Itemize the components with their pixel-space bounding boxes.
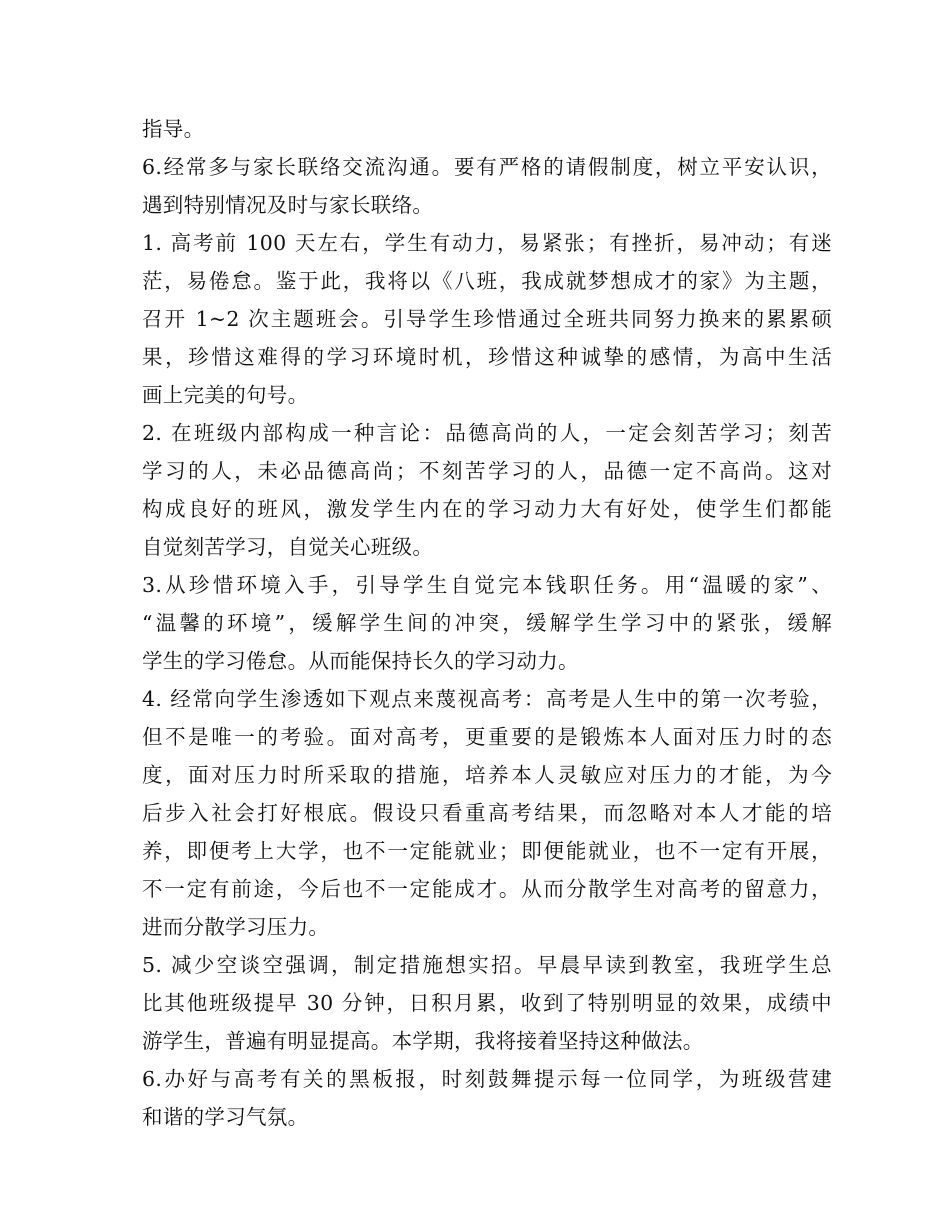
- text-line: 茫，易倦怠。鉴于此，我将以《八班，我成就梦想成才的家》为主题，: [142, 269, 832, 293]
- text-line: 6.办好与高考有关的黑板报，时刻鼓舞提示每一位同学，为班级营建: [142, 1067, 832, 1091]
- text-line: 遇到特别情况及时与家长联络。: [142, 193, 434, 217]
- text-line: 养，即便考上大学，也不一定能就业；即便能就业，也不一定有开展，: [142, 839, 832, 863]
- text-line: 1. 高考前 100 天左右，学生有动力，易紧张；有挫折，易冲动；有迷: [142, 231, 832, 255]
- text-line: 不一定有前途，今后也不一定能成才。从而分散学生对高考的留意力，: [142, 877, 832, 901]
- text-line: 和谐的学习气氛。: [142, 1105, 309, 1129]
- text-line: 比其他班级提早 30 分钟，日积月累，收到了特别明显的效果，成绩中: [142, 991, 832, 1015]
- text-line: 果，珍惜这难得的学习环境时机，珍惜这种诚挚的感情，为高中生活: [142, 345, 832, 369]
- text-line: 度，面对压力时所采取的措施，培养本人灵敏应对压力的才能，为今: [142, 763, 832, 787]
- text-line: 2. 在班级内部构成一种言论：品德高尚的人，一定会刻苦学习；刻苦: [142, 421, 832, 445]
- text-line: 指导。: [142, 117, 205, 141]
- text-line: 进而分散学习压力。: [142, 915, 330, 939]
- text-line: “温馨的环境”，缓解学生间的冲突，缓解学生学习中的紧张，缓解: [142, 611, 832, 635]
- text-line: 学习的人，未必品德高尚；不刻苦学习的人，品德一定不高尚。这对: [142, 459, 832, 483]
- text-line: 召开 1~2 次主题班会。引导学生珍惜通过全班共同努力换来的累累硕: [142, 307, 832, 331]
- text-line: 游学生，普遍有明显提高。本学期，我将接着坚持这种做法。: [142, 1029, 704, 1053]
- text-line: 3.从珍惜环境入手，引导学生自觉完本钱职任务。用“温暖的家”、: [142, 573, 832, 597]
- text-line: 后步入社会打好根底。假设只看重高考结果，而忽略对本人才能的培: [142, 801, 832, 825]
- text-line: 5. 减少空谈空强调，制定措施想实招。早晨早读到教室，我班学生总: [142, 953, 832, 977]
- text-line: 6.经常多与家长联络交流沟通。要有严格的请假制度，树立平安认识，: [142, 155, 832, 179]
- text-line: 自觉刻苦学习，自觉关心班级。: [142, 535, 434, 559]
- text-line: 画上完美的句号。: [142, 383, 309, 407]
- document-body: [142, 110, 832, 1136]
- text-line: 学生的学习倦怠。从而能保持长久的学习动力。: [142, 649, 579, 673]
- text-line: 构成良好的班风，激发学生内在的学习动力大有好处，使学生们都能: [142, 497, 832, 521]
- text-line: 但不是唯一的考验。面对高考，更重要的是锻炼本人面对压力时的态: [142, 725, 832, 749]
- text-line: 4. 经常向学生渗透如下观点来蔑视高考：高考是人生中的第一次考验，: [142, 687, 832, 711]
